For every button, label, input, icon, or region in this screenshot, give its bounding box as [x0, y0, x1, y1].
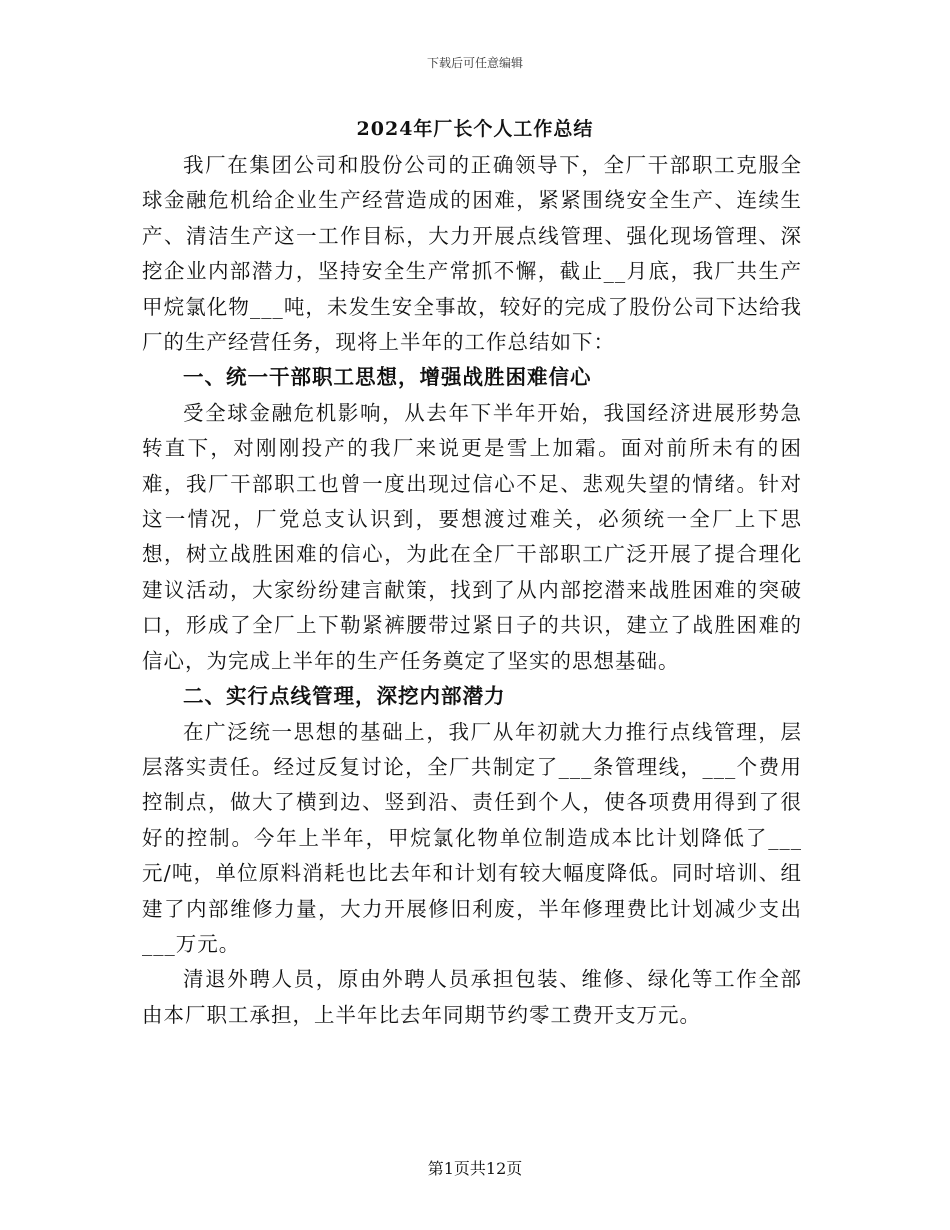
header-note: 下载后可任意编辑	[426, 56, 523, 70]
intro-paragraph: 我厂在集团公司和股份公司的正确领导下，全厂干部职工克服全球金融危机给企业生产经营造成的困难，紧紧围绕安全生产、连续生产、清洁生产这一工作目标，大力开展点线管理、强化现场管理、深挖企业内部潜力，坚持安全生产常抓不懈，截止__月底，我厂共生产甲烷氯化物___吨，未发生安全事故，较好的完成了股份公司下达给我厂的生产经营任务，现将上半年的工作总结如下：	[142, 153, 802, 355]
document-body	[142, 148, 802, 1033]
section-2-paragraph: 在广泛统一思想的基础上，我厂从年初就大力推行点线管理，层层落实责任。经过反复讨论，全厂共制定了___条管理线，___个费用控制点，做大了横到边、竖到沿、责任到个人，使各项费用得到了很好的控制。今年上半年，甲烷氯化物单位制造成本比计划降低了___元/吨，单位原料消耗也比去年和计划有较大幅度降低。同时培训、组建了内部维修力量，大力开展修旧利废，半年修理费比计划减少支出___万元。	[142, 719, 802, 956]
section-heading-2: 二、实行点线管理，深挖内部潜力	[183, 684, 506, 709]
page-title: 2024年厂长个人工作总结	[356, 118, 594, 140]
page-number: 第1页共12页	[427, 1159, 523, 1178]
section-heading-1: 一、统一干部职工思想，增强战胜困难信心	[183, 365, 592, 390]
section-2-paragraph-2: 清退外聘人员，原由外聘人员承担包装、维修、绿化等工作全部由本厂职工承担，上半年比去年同期节约零工费开支万元。	[142, 967, 802, 1027]
section-1-paragraph: 受全球金融危机影响，从去年下半年开始，我国经济进展形势急转直下，对刚刚投产的我厂来说更是雪上加霜。面对前所未有的困难，我厂干部职工也曾一度出现过信心不足、悲观失望的情绪。针对这一情况，厂党总支认识到，要想渡过难关，必须统一全厂上下思想，树立战胜困难的信心，为此在全厂干部职工广泛开展了提合理化建议活动，大家纷纷建言献策，找到了从内部挖潜来战胜困难的突破口，形成了全厂上下勒紧裤腰带过紧日子的共识，建立了战胜困难的信心，为完成上半年的生产任务奠定了坚实的思想基础。	[142, 400, 802, 673]
